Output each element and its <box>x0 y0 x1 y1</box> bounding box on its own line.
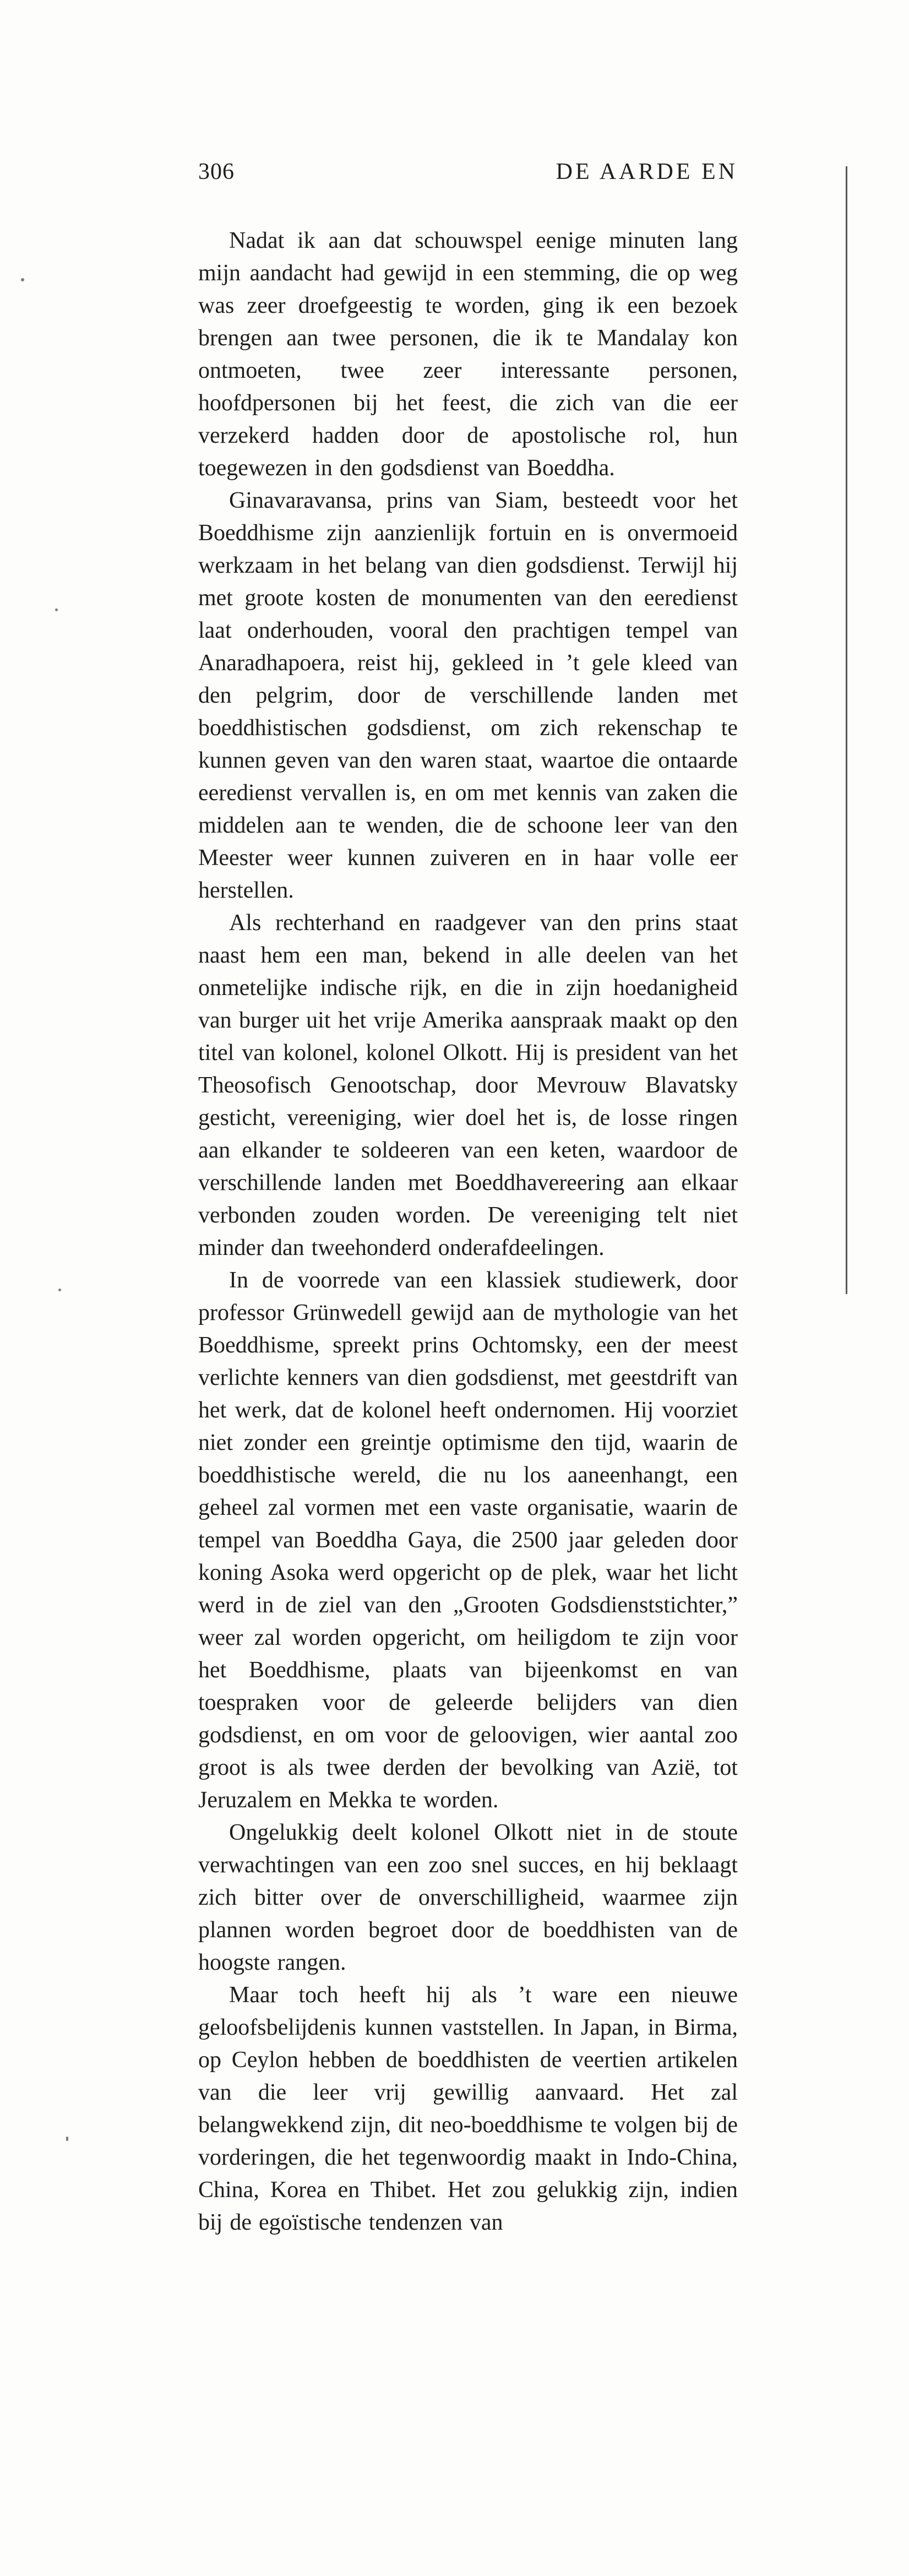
page-body <box>198 225 738 2239</box>
scan-speck <box>21 278 24 281</box>
paragraph-5: Ongelukkig deelt kolonel Olkott niet in de stoute verwachtingen van een zoo snel succes, en hij beklaagt zich bitter over de onverschilligheid, waarmee zijn plannen worden begroet door de boeddhisten van de hoogste rangen. <box>198 1820 738 1975</box>
scan-speck <box>58 1289 61 1291</box>
running-header <box>198 159 738 185</box>
scan-speck <box>55 608 58 611</box>
page-number: 306 <box>198 159 235 184</box>
page-edge-line <box>846 166 847 1294</box>
paragraph-3: Als rechterhand en raadgever van den prins staat naast hem een man, bekend in alle deelen van het onmetelijke indische rijk, en die in zijn hoedanigheid van burger uit het vrije Amerika aanspraak maakt op den titel van kolonel, kolonel Olkott. Hij is president van het Theosofisch Genootschap, door Mevrouw Blavatsky gesticht, vereeniging, wier doel het is, de losse ringen aan elkander te soldeeren van een keten, waardoor de verschillende landen met Boeddhavereering aan elkaar verbonden zouden worden. De vereeniging telt niet minder dan tweehonderd onderafdeelingen. <box>198 910 738 1260</box>
paragraph-1: Nadat ik aan dat schouwspel eenige minuten lang mijn aandacht had gewijd in een stemming, die op weg was zeer droefgeestig te worden, ging ik een bezoek brengen aan twee personen, die ik te Mandalay kon ontmoeten, twee zeer interessante personen, hoofdpersonen bij het feest, die zich van die eer verzekerd hadden door de apostolische rol, hun toegewezen in den godsdienst van Boeddha. <box>198 228 738 481</box>
scan-speck <box>66 2137 68 2141</box>
page-content <box>198 159 738 2239</box>
paragraph-6: Maar toch heeft hij als ’t ware een nieuwe geloofsbelijdenis kunnen vaststellen. In Japan, in Birma, op Ceylon hebben de boeddhisten de veertien artikelen van die leer vrij gewillig aanvaard. Het zal belangwekkend zijn, dit neo-boeddhisme te volgen bij de vorderingen, die het tegenwoordig maakt in Indo-China, China, Korea en Thibet. Het zou gelukkig zijn, indien bij de egoïstische tendenzen van <box>198 1982 738 2235</box>
paragraph-4: In de voorrede van een klassiek studiewerk, door professor Grünwedell gewijd aan de mythologie van het Boeddhisme, spreekt prins Ochtomsky, een der meest verlichte kenners van dien godsdienst, met geestdrift van het werk, dat de kolonel heeft ondernomen. Hij voorziet niet zonder een greintje optimisme den tijd, waarin de boeddhistische wereld, die nu los aaneenhangt, een geheel zal vormen met een vaste organisatie, waarin de tempel van Boeddha Gaya, die 2500 jaar geleden door koning Asoka werd opgericht op de plek, waar het licht werd in de ziel van den „Grooten Godsdienststichter,” weer zal worden opgericht, om heiligdom te zijn voor het Boeddhisme, plaats van bijeenkomst en van toespraken voor de geleerde belijders van dien godsdienst, en om voor de geloovigen, wier aantal zoo groot is als twee derden der bevolking van Azië, tot Jeruzalem en Mekka te worden. <box>198 1268 738 1813</box>
header-title: DE AARDE EN <box>556 159 738 184</box>
paragraph-2: Ginavaravansa, prins van Siam, besteedt voor het Boeddhisme zijn aanzienlijk fortuin en is onvermoeid werkzaam in het belang van dien godsdienst. Terwijl hij met groote kosten de monumenten van den eeredienst laat onderhouden, vooral den prachtigen tempel van Anaradhapoera, reist hij, gekleed in ’t gele kleed van den pelgrim, door de verschillende landen met boeddhistischen godsdienst, om zich rekenschap te kunnen geven van den waren staat, waartoe die ontaarde eeredienst vervallen is, en om met kennis van zaken die middelen aan te wenden, die de schoone leer van den Meester weer kunnen zuiveren en in haar volle eer herstellen. <box>198 488 738 903</box>
